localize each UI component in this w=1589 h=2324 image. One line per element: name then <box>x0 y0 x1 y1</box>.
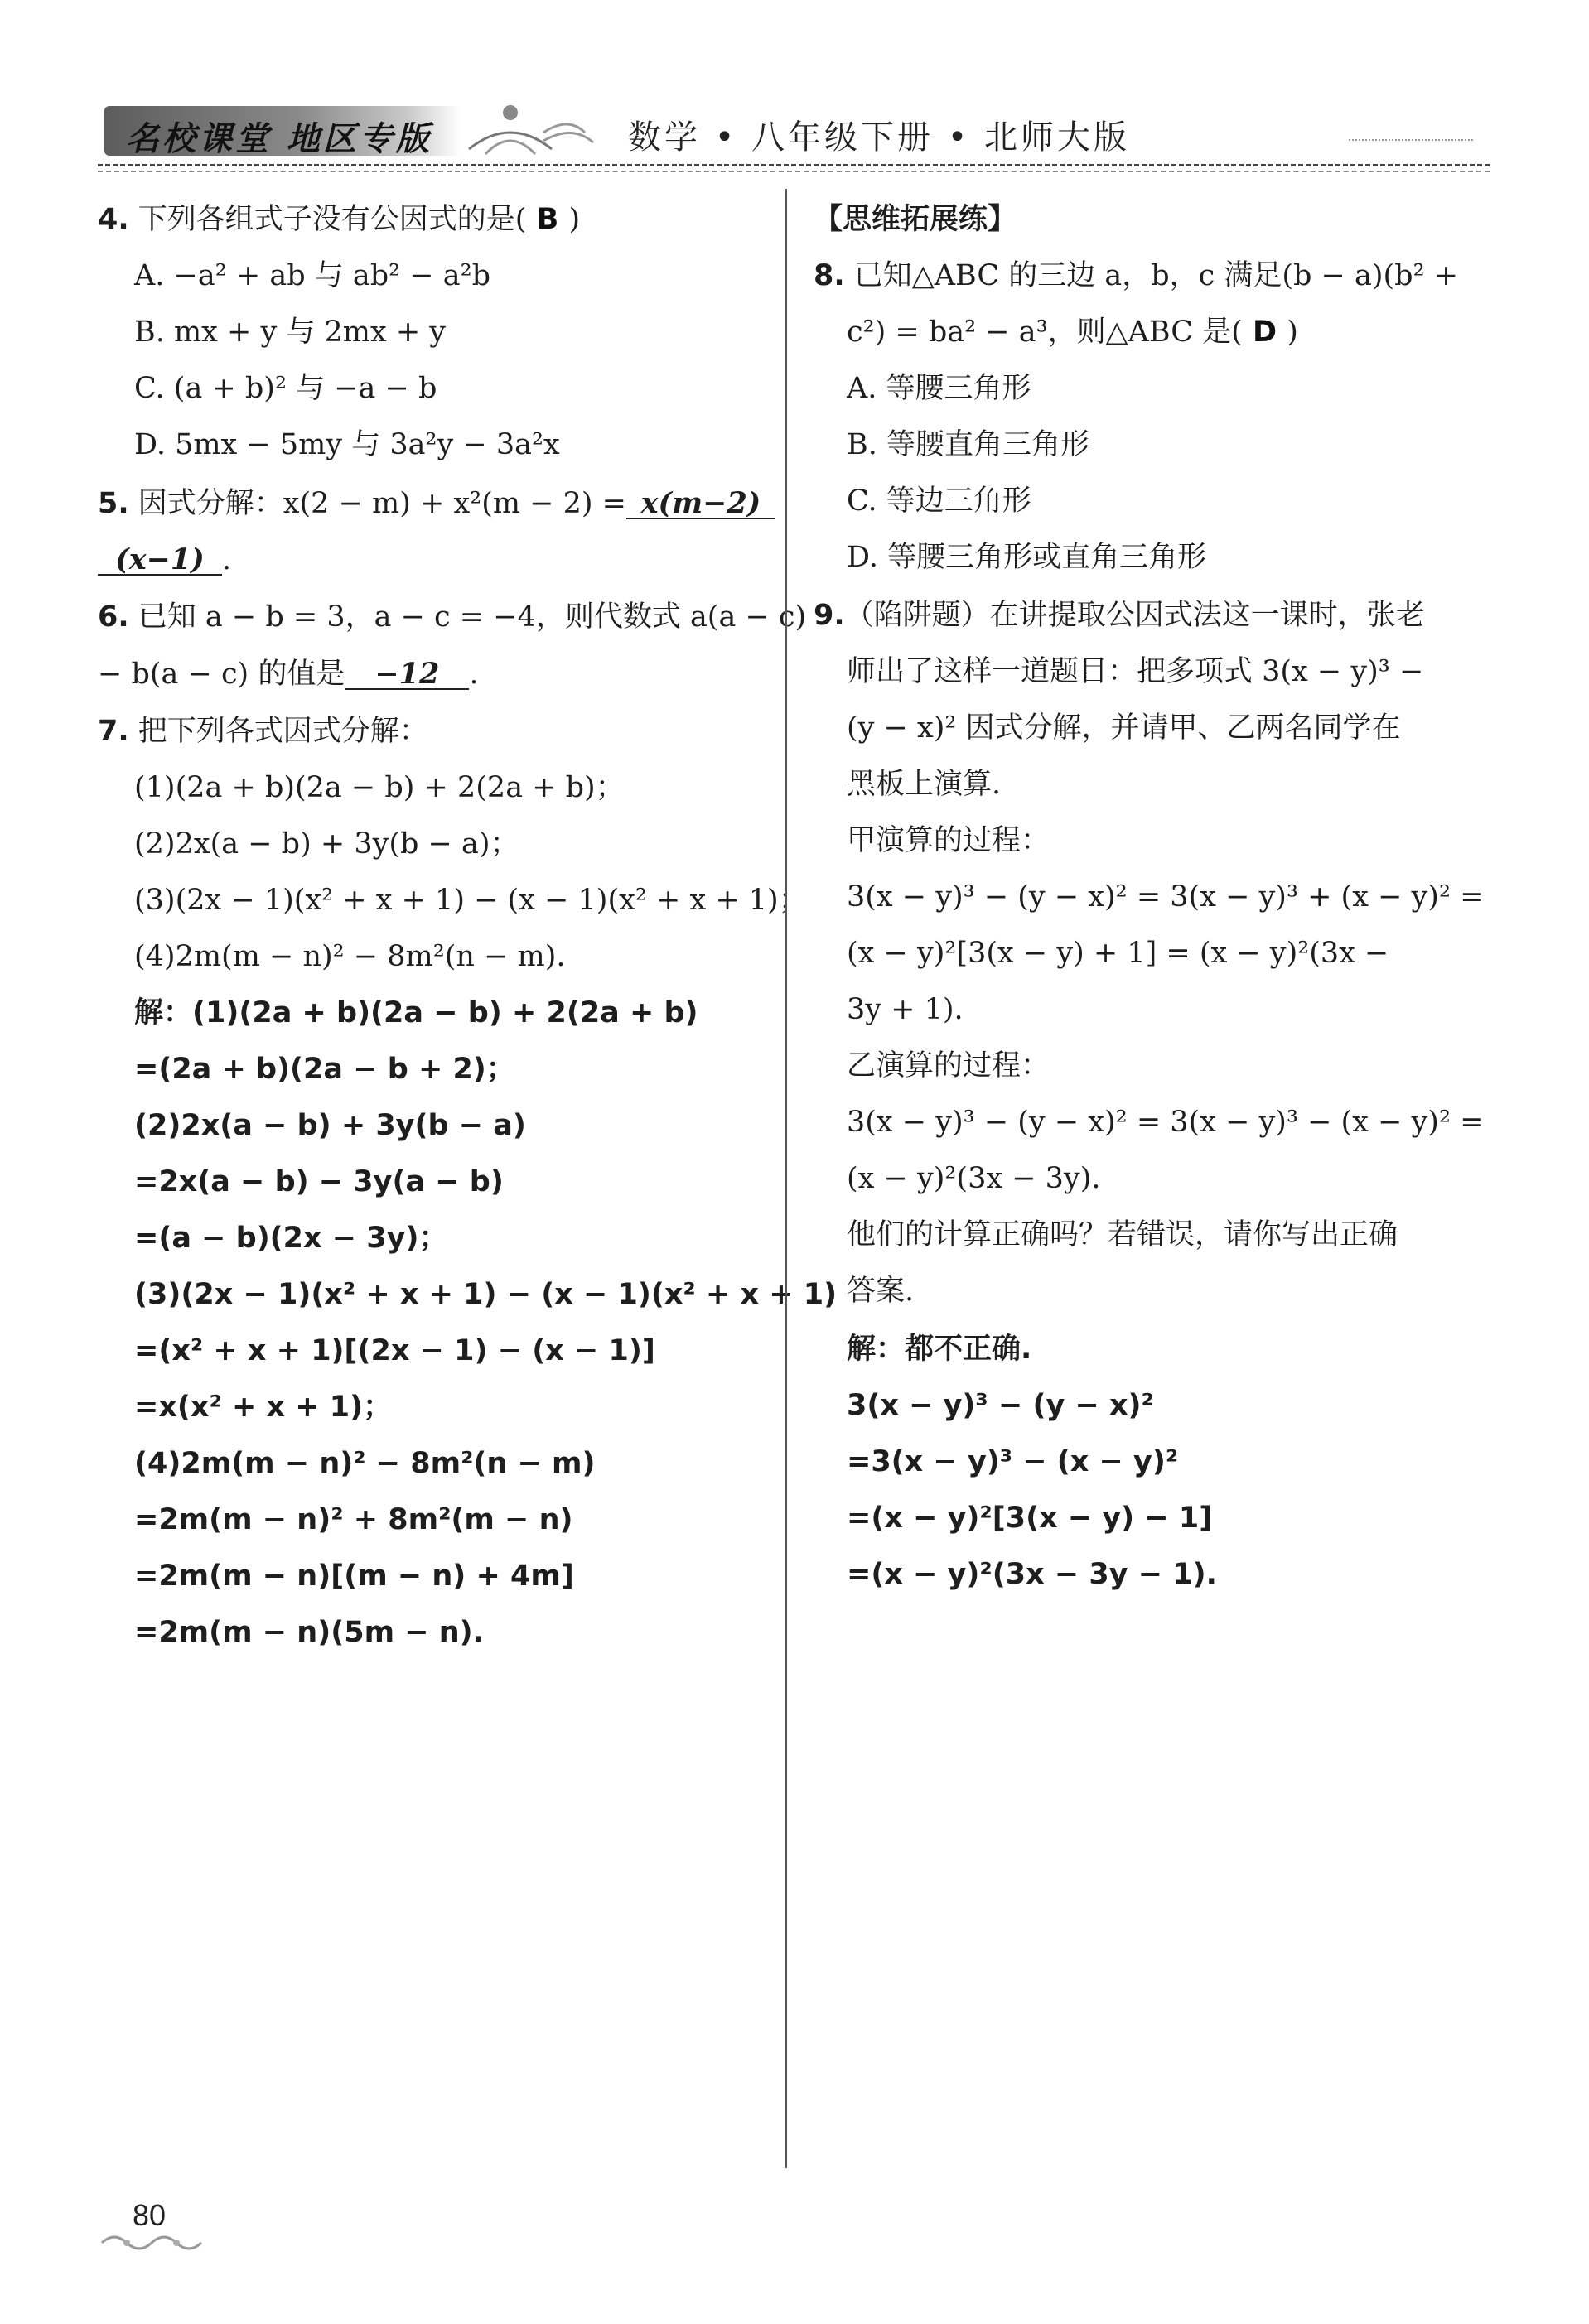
page-number: 80 <box>133 2198 167 2232</box>
question-9-line-3: (y − x)² 因式分解，并请甲、乙两名同学在 <box>847 711 1401 745</box>
jia-process-2: (x − y)²[3(x − y) + 1] = (x − y)²(3x − <box>847 937 1389 970</box>
brand-banner <box>104 106 461 156</box>
page-header <box>98 91 1490 174</box>
q8-option-b: B. 等腰直角三角形 <box>847 428 1089 461</box>
q9-solution-3: =3(x − y)³ − (x − y)² <box>847 1445 1179 1478</box>
q4-option-a: A. −a² + ab 与 ab² − a²b <box>134 259 491 292</box>
q7-solution-10: =2m(m − n)² + 8m²(m − n) <box>134 1503 573 1536</box>
q7-part-2: (2)2x(a − b) + 3y(b − a)； <box>134 827 519 861</box>
q7-solution-4: =2x(a − b) − 3y(a − b) <box>134 1165 504 1198</box>
yi-process-2: (x − y)²(3x − 3y). <box>847 1162 1101 1195</box>
q9-solution-5: =(x − y)²(3x − 3y − 1). <box>847 1558 1217 1591</box>
question-6-stem: 6. 已知 a − b = 3，a − c = −4，则代数式 a(a − c) <box>98 600 807 634</box>
header-rule-thin <box>98 171 1490 172</box>
q7-solution-9: (4)2m(m − n)² − 8m²(n − m) <box>134 1447 596 1480</box>
q9-solution-1: 解：都不正确. <box>847 1333 1032 1366</box>
q4-option-c: C. (a + b)² 与 −a − b <box>134 372 437 405</box>
q6-answer-blank: −12 <box>345 659 469 690</box>
column-divider <box>785 189 787 2168</box>
question-8-stem: 8. 已知△ABC 的三边 a，b，c 满足(b − a)(b² + <box>814 259 1459 292</box>
q7-part-3: (3)(2x − 1)(x² + x + 1) − (x − 1)(x² + x + 1)； <box>134 884 808 917</box>
question-5-stem: 5. 因式分解：x(2 − m) + x²(m − 2) = x(m−2) <box>98 489 775 519</box>
yi-process-label: 乙演算的过程： <box>847 1049 1050 1082</box>
question-4-stem: 4. 下列各组式子没有公因式的是( B ) <box>98 203 581 236</box>
question-9-line-4: 黑板上演算. <box>847 768 1002 801</box>
wheat-ornament-icon <box>461 99 626 166</box>
q7-solution-11: =2m(m − n)[(m − n) + 4m] <box>134 1560 574 1593</box>
q9-solution-2: 3(x − y)³ − (y − x)² <box>847 1389 1154 1422</box>
question-7-stem: 7. 把下列各式因式分解： <box>98 715 428 748</box>
q7-solution-5: =(a − b)(2x − 3y)； <box>134 1222 448 1255</box>
yi-process-1: 3(x − y)³ − (y − x)² = 3(x − y)³ − (x − y)² = <box>847 1106 1485 1139</box>
q8-option-a: A. 等腰三角形 <box>847 372 1031 405</box>
header-rule <box>98 164 1490 166</box>
question-6-stem-2: − b(a − c) 的值是 −12 . <box>98 657 479 691</box>
q9-solution-4: =(x − y)²[3(x − y) − 1] <box>847 1502 1213 1535</box>
q4-option-d: D. 5mx − 5my 与 3a²y − 3a²x <box>134 428 560 461</box>
q7-solution-12: =2m(m − n)(5m − n). <box>134 1616 484 1649</box>
jia-process-3: 3y + 1). <box>847 993 964 1026</box>
question-9-stem: 9.（陷阱题）在讲提取公因式法这一课时，张老 <box>814 599 1425 632</box>
q5-answer-line-2: (x−1) . <box>98 545 231 576</box>
q4-option-b: B. mx + y 与 2mx + y <box>134 316 447 349</box>
section-title-thinking: 【思维拓展练】 <box>814 203 1017 236</box>
header-dots <box>1349 139 1473 141</box>
question-9-ask-2: 答案. <box>847 1275 915 1308</box>
jia-process-1: 3(x − y)³ − (y − x)² = 3(x − y)³ + (x − y)² = <box>847 880 1485 914</box>
q7-solution-6: (3)(2x − 1)(x² + x + 1) − (x − 1)(x² + x + 1) <box>134 1278 838 1311</box>
q7-solution-2: =(2a + b)(2a − b + 2)； <box>134 1053 515 1086</box>
q8-option-c: C. 等边三角形 <box>847 485 1031 518</box>
brand-title: 名校课堂 地区专版 <box>126 120 432 158</box>
q7-part-4: (4)2m(m − n)² − 8m²(n − m). <box>134 940 566 973</box>
jia-process-label: 甲演算的过程： <box>847 824 1050 857</box>
q7-solution-8: =x(x² + x + 1)； <box>134 1391 393 1424</box>
q8-option-d: D. 等腰三角形或直角三角形 <box>847 541 1207 574</box>
q7-solution-7: =(x² + x + 1)[(2x − 1) − (x − 1)] <box>134 1334 655 1367</box>
q7-part-1: (1)(2a + b)(2a − b) + 2(2a + b)； <box>134 771 625 804</box>
subject-title: 数学 • 八年级下册 • 北师大版 <box>628 118 1131 157</box>
question-9-ask: 他们的计算正确吗？若错误，请你写出正确 <box>847 1218 1398 1251</box>
q5-answer-blank-2: (x−1) <box>98 545 222 576</box>
q5-answer-blank-1: x(m−2) <box>626 489 775 519</box>
q7-solution-1: 解：(1)(2a + b)(2a − b) + 2(2a + b) <box>134 996 698 1029</box>
question-9-line-2: 师出了这样一道题目：把多项式 3(x − y)³ − <box>847 655 1424 688</box>
question-8-stem-2: c²) = ba² − a³，则△ABC 是( D ) <box>847 316 1298 349</box>
q7-solution-3: (2)2x(a − b) + 3y(b − a) <box>134 1109 526 1142</box>
footer-ornament-icon <box>98 2225 205 2258</box>
